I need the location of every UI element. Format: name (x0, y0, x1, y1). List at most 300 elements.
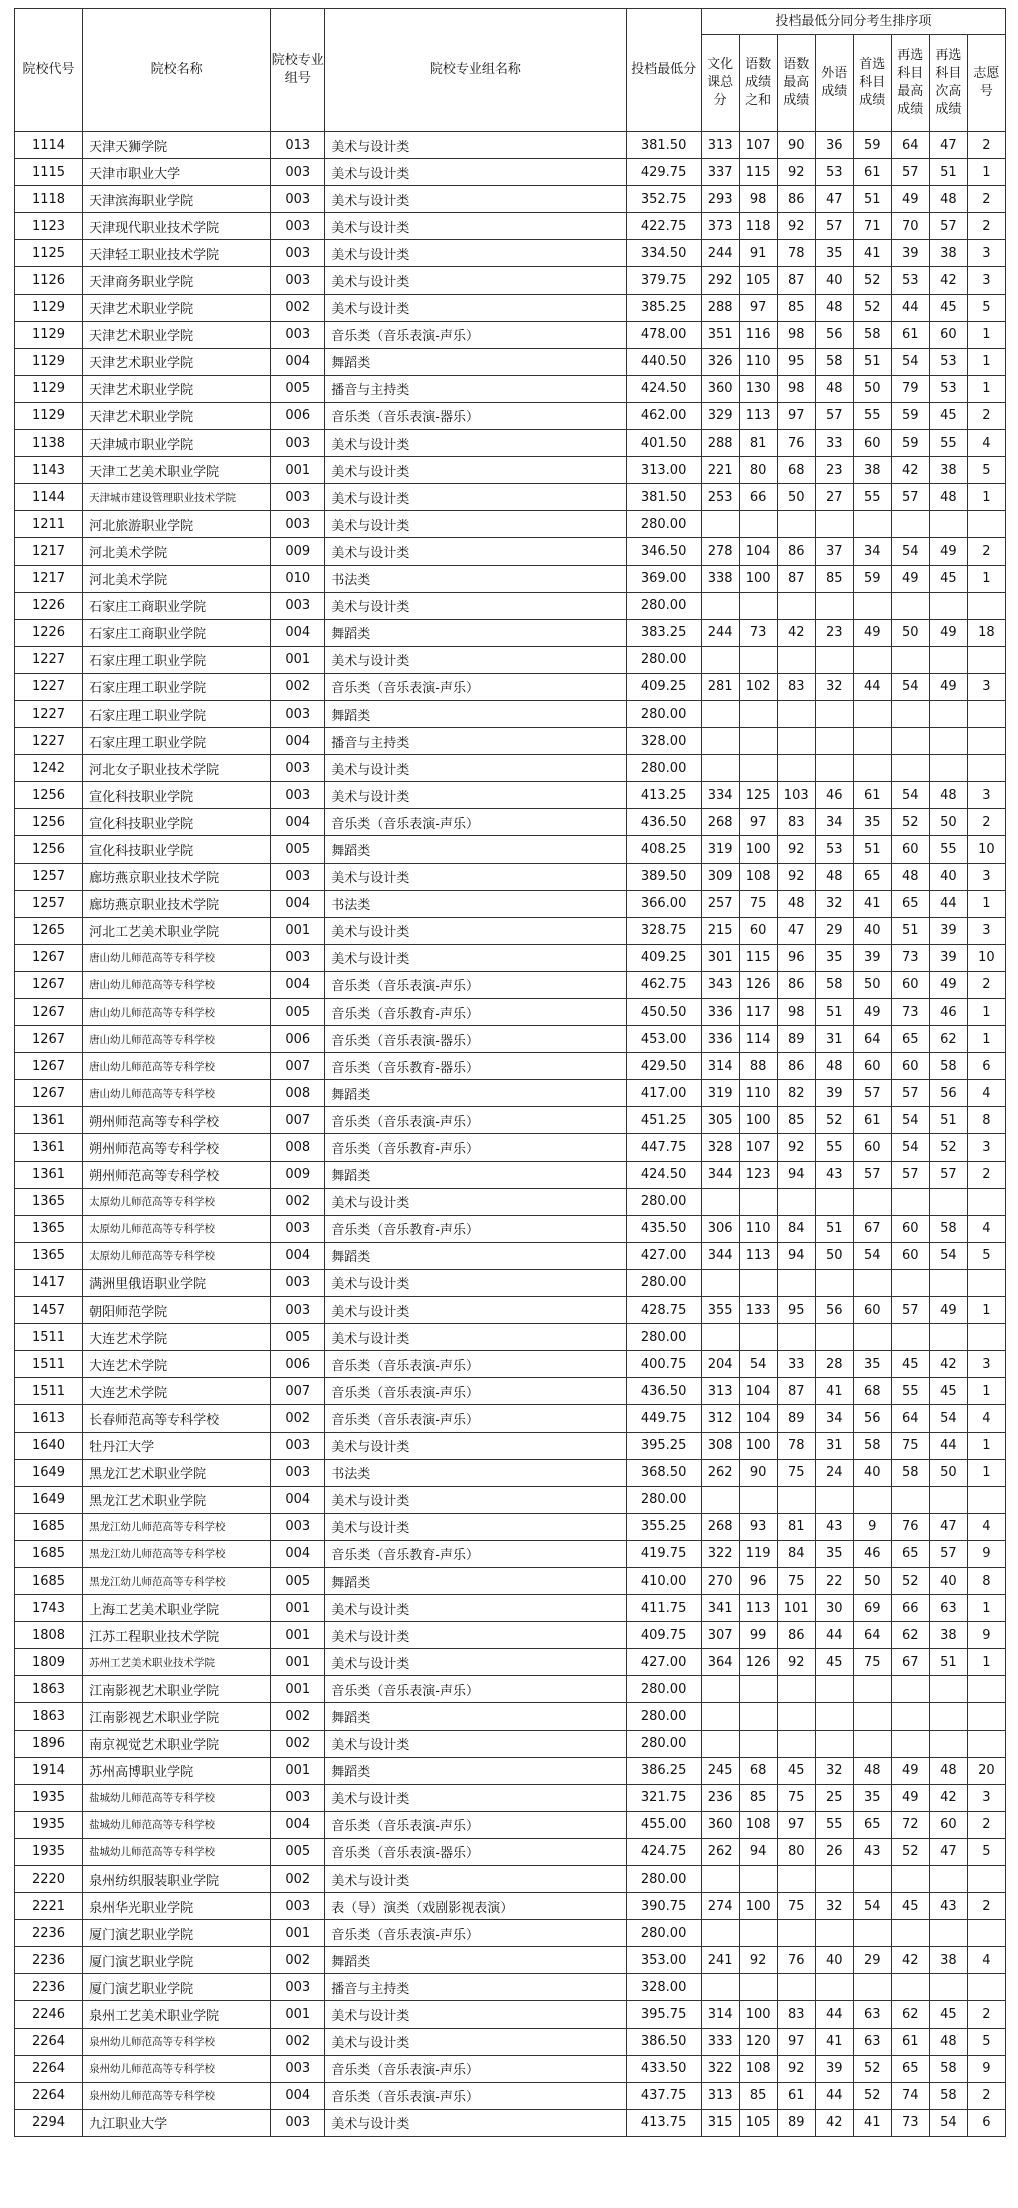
reselect-max-score: 61 (891, 321, 929, 348)
chinese-math-max: 86 (777, 971, 815, 998)
chinese-math-max (777, 1188, 815, 1215)
first-subject-score: 50 (853, 971, 891, 998)
first-subject-score: 39 (853, 944, 891, 971)
table-row (15, 809, 1006, 836)
first-subject-score: 35 (853, 1784, 891, 1811)
reselect-second-score: 57 (929, 1540, 967, 1567)
min-score: 313.00 (626, 457, 701, 484)
first-subject-score (853, 592, 891, 619)
school-code: 1863 (15, 1703, 83, 1730)
first-subject-score: 52 (853, 2082, 891, 2109)
wish-number: 3 (967, 267, 1005, 294)
foreign-language-score (815, 1269, 853, 1296)
table-row (15, 1622, 1006, 1649)
reselect-max-score: 60 (891, 1215, 929, 1242)
school-name: 黑龙江艺术职业学院 (83, 1459, 271, 1486)
reselect-second-score: 43 (929, 1893, 967, 1920)
group-number: 003 (271, 944, 325, 971)
chinese-math-sum: 126 (739, 1649, 777, 1676)
chinese-math-sum: 75 (739, 890, 777, 917)
reselect-max-score: 60 (891, 1053, 929, 1080)
wish-number (967, 755, 1005, 782)
group-number: 003 (271, 321, 325, 348)
school-name: 唐山幼儿师范高等专科学校 (83, 971, 271, 998)
school-name: 盐城幼儿师范高等专科学校 (83, 1784, 271, 1811)
group-name: 播音与主持类 (325, 375, 626, 402)
wish-number: 1 (967, 999, 1005, 1026)
chinese-math-sum: 85 (739, 1784, 777, 1811)
reselect-second-score: 38 (929, 240, 967, 267)
chinese-math-sum (739, 1920, 777, 1947)
chinese-math-max: 45 (777, 1757, 815, 1784)
min-score: 321.75 (626, 1784, 701, 1811)
first-subject-score: 60 (853, 1053, 891, 1080)
wish-number (967, 592, 1005, 619)
school-name: 廊坊燕京职业技术学院 (83, 863, 271, 890)
foreign-language-score: 53 (815, 836, 853, 863)
group-name: 美术与设计类 (325, 1784, 626, 1811)
first-subject-score (853, 646, 891, 673)
culture-total (701, 592, 739, 619)
chinese-math-sum: 108 (739, 2055, 777, 2082)
min-score: 369.00 (626, 565, 701, 592)
culture-total: 262 (701, 1838, 739, 1865)
min-score: 352.75 (626, 186, 701, 213)
table-row (15, 1757, 1006, 1784)
chinese-math-sum: 105 (739, 267, 777, 294)
reselect-max-score: 70 (891, 213, 929, 240)
group-number: 005 (271, 836, 325, 863)
school-name: 盐城幼儿师范高等专科学校 (83, 1838, 271, 1865)
min-score: 328.75 (626, 917, 701, 944)
chinese-math-max (777, 1324, 815, 1351)
foreign-language-score (815, 1730, 853, 1757)
wish-number: 2 (967, 186, 1005, 213)
foreign-language-score: 29 (815, 917, 853, 944)
school-name: 唐山幼儿师范高等专科学校 (83, 1053, 271, 1080)
chinese-math-max: 94 (777, 1161, 815, 1188)
school-name: 泉州华光职业学院 (83, 1893, 271, 1920)
culture-total: 268 (701, 1513, 739, 1540)
min-score: 355.25 (626, 1513, 701, 1540)
culture-total: 305 (701, 1107, 739, 1134)
first-subject-score: 61 (853, 159, 891, 186)
culture-total: 245 (701, 1757, 739, 1784)
reselect-max-score: 45 (891, 1351, 929, 1378)
culture-total: 221 (701, 457, 739, 484)
school-code: 1613 (15, 1405, 83, 1432)
school-code: 2221 (15, 1893, 83, 1920)
group-name: 音乐类（音乐表演-声乐） (325, 809, 626, 836)
group-name: 舞蹈类 (325, 836, 626, 863)
foreign-language-score: 56 (815, 1297, 853, 1324)
reselect-second-score: 40 (929, 863, 967, 890)
wish-number: 3 (967, 240, 1005, 267)
school-name: 黑龙江幼儿师范高等专科学校 (83, 1540, 271, 1567)
chinese-math-max: 83 (777, 809, 815, 836)
wish-number: 1 (967, 348, 1005, 375)
school-code: 2264 (15, 2028, 83, 2055)
wish-number: 1 (967, 1459, 1005, 1486)
school-code: 1361 (15, 1134, 83, 1161)
foreign-language-score: 41 (815, 2028, 853, 2055)
min-score: 424.50 (626, 1161, 701, 1188)
min-score: 401.50 (626, 430, 701, 457)
chinese-math-sum (739, 1269, 777, 1296)
group-number: 004 (271, 2082, 325, 2109)
min-score: 410.00 (626, 1567, 701, 1594)
table-row (15, 1838, 1006, 1865)
reselect-second-score: 48 (929, 782, 967, 809)
group-number: 001 (271, 1676, 325, 1703)
culture-total (701, 1920, 739, 1947)
group-number: 003 (271, 213, 325, 240)
reselect-second-score (929, 1730, 967, 1757)
group-name: 舞蹈类 (325, 1242, 626, 1269)
school-name: 廊坊燕京职业技术学院 (83, 890, 271, 917)
school-name: 大连艺术学院 (83, 1324, 271, 1351)
min-score: 334.50 (626, 240, 701, 267)
chinese-math-max (777, 755, 815, 782)
reselect-second-score (929, 1269, 967, 1296)
school-name: 石家庄理工职业学院 (83, 728, 271, 755)
culture-total: 313 (701, 1378, 739, 1405)
table-row (15, 457, 1006, 484)
chinese-math-sum: 115 (739, 159, 777, 186)
first-subject-score: 61 (853, 782, 891, 809)
first-subject-score: 57 (853, 1161, 891, 1188)
chinese-math-sum (739, 1703, 777, 1730)
table-row (15, 321, 1006, 348)
reselect-max-score: 66 (891, 1595, 929, 1622)
table-row (15, 132, 1006, 159)
chinese-math-max: 101 (777, 1595, 815, 1622)
first-subject-score: 69 (853, 1595, 891, 1622)
chinese-math-sum (739, 1188, 777, 1215)
foreign-language-score: 43 (815, 1513, 853, 1540)
foreign-language-score: 41 (815, 1378, 853, 1405)
school-name: 河北美术学院 (83, 538, 271, 565)
culture-total: 312 (701, 1405, 739, 1432)
group-number: 002 (271, 1730, 325, 1757)
reselect-second-score: 38 (929, 457, 967, 484)
group-name: 播音与主持类 (325, 728, 626, 755)
chinese-math-sum: 115 (739, 944, 777, 971)
school-code: 1123 (15, 213, 83, 240)
group-number: 007 (271, 1107, 325, 1134)
foreign-language-score (815, 1324, 853, 1351)
reselect-max-score: 73 (891, 2109, 929, 2136)
reselect-max-score (891, 1866, 929, 1893)
first-subject-score: 56 (853, 1405, 891, 1432)
reselect-max-score: 67 (891, 1649, 929, 1676)
group-number: 004 (271, 890, 325, 917)
chinese-math-sum: 113 (739, 1242, 777, 1269)
group-name: 美术与设计类 (325, 944, 626, 971)
school-name: 朝阳师范学院 (83, 1297, 271, 1324)
first-subject-score: 55 (853, 484, 891, 511)
chinese-math-sum: 105 (739, 2109, 777, 2136)
group-number: 006 (271, 402, 325, 429)
table-row (15, 1595, 1006, 1622)
chinese-math-sum: 60 (739, 917, 777, 944)
table-row (15, 1053, 1006, 1080)
culture-total: 333 (701, 2028, 739, 2055)
min-score: 455.00 (626, 1811, 701, 1838)
school-code: 1267 (15, 971, 83, 998)
min-score: 424.50 (626, 375, 701, 402)
group-name: 美术与设计类 (325, 267, 626, 294)
reselect-max-score: 42 (891, 1947, 929, 1974)
group-number: 003 (271, 1513, 325, 1540)
min-score: 328.00 (626, 728, 701, 755)
culture-total (701, 1676, 739, 1703)
header-foreign-language: 外语成绩 (815, 35, 853, 132)
school-name: 天津艺术职业学院 (83, 402, 271, 429)
group-number: 004 (271, 348, 325, 375)
wish-number: 2 (967, 1161, 1005, 1188)
group-number: 002 (271, 1947, 325, 1974)
reselect-second-score (929, 1188, 967, 1215)
table-row (15, 1676, 1006, 1703)
reselect-second-score: 51 (929, 1107, 967, 1134)
min-score: 395.75 (626, 2001, 701, 2028)
table-row (15, 863, 1006, 890)
wish-number: 2 (967, 809, 1005, 836)
chinese-math-max: 89 (777, 1026, 815, 1053)
foreign-language-score: 56 (815, 321, 853, 348)
header-school: 院校名称 (83, 9, 271, 132)
table-row (15, 1026, 1006, 1053)
min-score: 440.50 (626, 348, 701, 375)
chinese-math-max: 90 (777, 132, 815, 159)
wish-number (967, 700, 1005, 727)
reselect-second-score (929, 1920, 967, 1947)
table-row (15, 538, 1006, 565)
min-score: 409.25 (626, 673, 701, 700)
wish-number (967, 728, 1005, 755)
foreign-language-score: 35 (815, 1540, 853, 1567)
chinese-math-sum: 120 (739, 2028, 777, 2055)
wish-number (967, 1866, 1005, 1893)
group-number: 002 (271, 1866, 325, 1893)
reselect-max-score: 79 (891, 375, 929, 402)
group-name: 美术与设计类 (325, 782, 626, 809)
reselect-second-score: 44 (929, 890, 967, 917)
chinese-math-sum: 100 (739, 2001, 777, 2028)
group-name: 美术与设计类 (325, 511, 626, 538)
group-name: 美术与设计类 (325, 2028, 626, 2055)
reselect-second-score: 39 (929, 917, 967, 944)
school-code: 1365 (15, 1188, 83, 1215)
school-code: 1226 (15, 619, 83, 646)
group-name: 美术与设计类 (325, 1513, 626, 1540)
reselect-max-score: 54 (891, 538, 929, 565)
foreign-language-score: 48 (815, 294, 853, 321)
group-name: 美术与设计类 (325, 1297, 626, 1324)
reselect-max-score: 57 (891, 1297, 929, 1324)
school-name: 朔州师范高等专科学校 (83, 1107, 271, 1134)
foreign-language-score (815, 1866, 853, 1893)
min-score: 453.00 (626, 1026, 701, 1053)
wish-number: 9 (967, 1540, 1005, 1567)
foreign-language-score: 37 (815, 538, 853, 565)
chinese-math-max: 89 (777, 2109, 815, 2136)
chinese-math-sum: 100 (739, 836, 777, 863)
chinese-math-sum (739, 646, 777, 673)
first-subject-score: 63 (853, 2001, 891, 2028)
school-code: 2236 (15, 1920, 83, 1947)
culture-total: 244 (701, 619, 739, 646)
foreign-language-score: 27 (815, 484, 853, 511)
school-name: 天津艺术职业学院 (83, 294, 271, 321)
reselect-max-score: 65 (891, 2055, 929, 2082)
chinese-math-max: 86 (777, 538, 815, 565)
min-score: 389.50 (626, 863, 701, 890)
table-row (15, 890, 1006, 917)
chinese-math-max: 95 (777, 348, 815, 375)
chinese-math-sum: 100 (739, 1107, 777, 1134)
reselect-max-score: 64 (891, 132, 929, 159)
culture-total: 343 (701, 971, 739, 998)
wish-number: 5 (967, 2028, 1005, 2055)
wish-number (967, 1703, 1005, 1730)
first-subject-score: 71 (853, 213, 891, 240)
reselect-max-score: 60 (891, 836, 929, 863)
reselect-second-score (929, 1324, 967, 1351)
chinese-math-sum: 130 (739, 375, 777, 402)
school-name: 大连艺术学院 (83, 1351, 271, 1378)
table-row (15, 2109, 1006, 2136)
min-score: 366.00 (626, 890, 701, 917)
reselect-max-score: 73 (891, 999, 929, 1026)
header-chinese-math-max: 语数最高成绩 (777, 35, 815, 132)
reselect-max-score (891, 1703, 929, 1730)
group-name: 美术与设计类 (325, 646, 626, 673)
wish-number: 1 (967, 375, 1005, 402)
group-name: 音乐类（音乐表演-声乐） (325, 1378, 626, 1405)
reselect-second-score: 45 (929, 1378, 967, 1405)
reselect-second-score: 39 (929, 944, 967, 971)
table-row (15, 1866, 1006, 1893)
school-code: 1640 (15, 1432, 83, 1459)
min-score: 346.50 (626, 538, 701, 565)
culture-total: 253 (701, 484, 739, 511)
chinese-math-max: 87 (777, 1378, 815, 1405)
first-subject-score: 35 (853, 1351, 891, 1378)
school-name: 苏州工艺美术职业技术学院 (83, 1649, 271, 1676)
wish-number: 1 (967, 1297, 1005, 1324)
chinese-math-sum (739, 592, 777, 619)
chinese-math-sum: 99 (739, 1622, 777, 1649)
reselect-second-score: 48 (929, 484, 967, 511)
culture-total: 314 (701, 2001, 739, 2028)
table-row (15, 1405, 1006, 1432)
group-name: 音乐类（音乐表演-声乐） (325, 971, 626, 998)
school-code: 1265 (15, 917, 83, 944)
wish-number: 3 (967, 917, 1005, 944)
reselect-max-score: 64 (891, 1405, 929, 1432)
foreign-language-score: 44 (815, 1622, 853, 1649)
school-code: 1256 (15, 836, 83, 863)
chinese-math-max: 86 (777, 1622, 815, 1649)
chinese-math-max: 85 (777, 294, 815, 321)
school-name: 河北美术学院 (83, 565, 271, 592)
wish-number: 20 (967, 1757, 1005, 1784)
min-score: 395.25 (626, 1432, 701, 1459)
school-name: 天津市职业大学 (83, 159, 271, 186)
chinese-math-sum: 68 (739, 1757, 777, 1784)
school-code: 1685 (15, 1567, 83, 1594)
reselect-second-score: 48 (929, 2028, 967, 2055)
table-row (15, 402, 1006, 429)
school-code: 2220 (15, 1866, 83, 1893)
wish-number: 5 (967, 1838, 1005, 1865)
group-number: 003 (271, 511, 325, 538)
group-number: 005 (271, 1567, 325, 1594)
school-code: 1129 (15, 375, 83, 402)
culture-total (701, 1324, 739, 1351)
foreign-language-score: 44 (815, 2082, 853, 2109)
school-code: 1256 (15, 809, 83, 836)
group-number: 004 (271, 728, 325, 755)
reselect-second-score: 45 (929, 565, 967, 592)
school-code: 1685 (15, 1540, 83, 1567)
culture-total: 307 (701, 1622, 739, 1649)
group-name: 美术与设计类 (325, 755, 626, 782)
group-number: 002 (271, 294, 325, 321)
chinese-math-sum: 97 (739, 294, 777, 321)
school-name: 朔州师范高等专科学校 (83, 1161, 271, 1188)
chinese-math-max: 80 (777, 1838, 815, 1865)
wish-number: 2 (967, 132, 1005, 159)
school-name: 天津工艺美术职业学院 (83, 457, 271, 484)
foreign-language-score: 57 (815, 213, 853, 240)
group-number: 002 (271, 2028, 325, 2055)
group-name: 美术与设计类 (325, 1595, 626, 1622)
foreign-language-score: 55 (815, 1811, 853, 1838)
culture-total: 360 (701, 1811, 739, 1838)
reselect-second-score: 56 (929, 1080, 967, 1107)
min-score: 280.00 (626, 592, 701, 619)
school-code: 1143 (15, 457, 83, 484)
table-row (15, 186, 1006, 213)
foreign-language-score: 25 (815, 1784, 853, 1811)
school-code: 2264 (15, 2055, 83, 2082)
culture-total (701, 1703, 739, 1730)
school-name: 天津轻工职业技术学院 (83, 240, 271, 267)
culture-total: 326 (701, 348, 739, 375)
foreign-language-score: 40 (815, 267, 853, 294)
group-name: 舞蹈类 (325, 700, 626, 727)
chinese-math-sum (739, 700, 777, 727)
group-name: 美术与设计类 (325, 1730, 626, 1757)
school-name: 厦门演艺职业学院 (83, 1920, 271, 1947)
reselect-second-score (929, 1703, 967, 1730)
foreign-language-score: 58 (815, 971, 853, 998)
school-name: 黑龙江幼儿师范高等专科学校 (83, 1567, 271, 1594)
foreign-language-score (815, 1188, 853, 1215)
school-name: 满洲里俄语职业学院 (83, 1269, 271, 1296)
first-subject-score: 67 (853, 1215, 891, 1242)
group-name: 美术与设计类 (325, 592, 626, 619)
group-name: 美术与设计类 (325, 159, 626, 186)
reselect-second-score: 55 (929, 430, 967, 457)
chinese-math-max: 84 (777, 1540, 815, 1567)
reselect-second-score (929, 511, 967, 538)
reselect-second-score: 42 (929, 1784, 967, 1811)
chinese-math-sum: 113 (739, 402, 777, 429)
